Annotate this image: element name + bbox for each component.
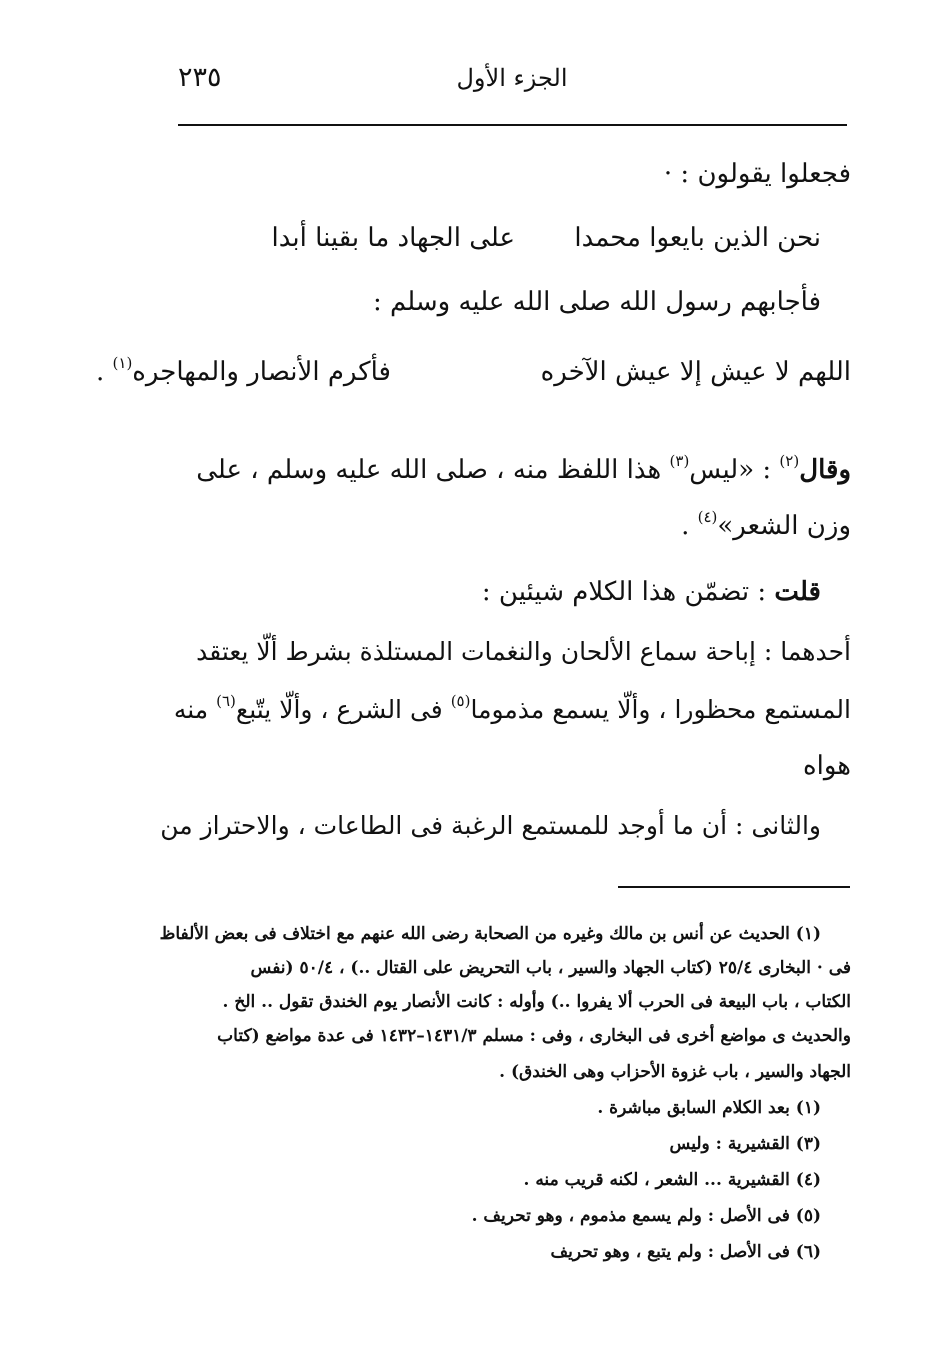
text-line bbox=[482, 566, 821, 618]
text-line: فجعلوا يقولون : · bbox=[663, 159, 851, 189]
verse-hemistich-left bbox=[96, 346, 391, 398]
footnote: (٣) القشيرية : وليس bbox=[669, 1134, 821, 1154]
footnote-ref: (١) bbox=[112, 354, 133, 372]
footnote-ref: (٤) bbox=[697, 508, 718, 526]
footnote-rule bbox=[618, 886, 850, 888]
footnote: (١) الحديث عن أنس بن مالك وغيره من الصحابة رضى الله عنهم مع اختلاف فى بعض الألفاظ bbox=[159, 924, 821, 944]
verse-hemistich-right: نحن الذين بايعوا محمدا bbox=[574, 223, 821, 253]
verse-hemistich-right: اللهم لا عيش إلا عيش الآخره bbox=[540, 357, 851, 387]
text-line bbox=[196, 444, 851, 496]
footnote: فى · البخارى ٢٥/٤ (كتاب الجهاد والسير ، باب التحريض على القتال ..) ، ٥٠/٤ (نفس bbox=[250, 958, 851, 978]
footnote: الجهاد والسير ، باب غزوة الأحزاب وهى الخندق) . bbox=[499, 1062, 851, 1082]
text-span: فى الشرع ، وألّا يتّبع bbox=[235, 695, 451, 724]
text-span: هذا اللفظ منه ، صلى الله عليه وسلم ، على bbox=[196, 455, 670, 485]
footnote: (١) بعد الكلام السابق مباشرة . bbox=[597, 1098, 821, 1118]
page-number: ٢٣٥ bbox=[178, 62, 222, 93]
text-span: : «ليس bbox=[689, 455, 780, 485]
footnote-ref: (٣) bbox=[669, 452, 690, 470]
text-line: فأجابهم رسول الله صلى الله عليه وسلم : bbox=[372, 287, 821, 317]
text-span: . bbox=[681, 511, 698, 541]
verse-hemistich-left: على الجهاد ما بقينا أبدا bbox=[271, 223, 515, 253]
footnote-ref: (٢) bbox=[779, 452, 800, 470]
running-title: الجزء الأول bbox=[456, 64, 568, 92]
text-span: : تضمّن هذا الكلام شيئين : bbox=[481, 577, 775, 607]
text-line: هواه bbox=[803, 751, 851, 781]
text-span: المستمع محظورا ، وألّا يسمع مذموما bbox=[470, 695, 851, 724]
text-line: أحدهما : إباحة سماع الألحان والنغمات المستلذة بشرط ألّا يعتقد bbox=[196, 637, 851, 666]
footnote: والحديث ى مواضع أخرى فى البخارى ، وفى : مسلم ١٤٣١/٣–١٤٣٢ فى عدة مواضع (كتاب bbox=[217, 1026, 851, 1046]
verse-end: . bbox=[95, 357, 113, 387]
text-span: منه bbox=[173, 695, 217, 724]
text-line bbox=[174, 684, 851, 736]
footnote-ref: (٥) bbox=[450, 692, 471, 710]
verse-text: فأكرم الأنصار والمهاجره bbox=[132, 357, 391, 387]
footnote-ref: (٦) bbox=[216, 692, 236, 710]
qala-word: وقال bbox=[799, 455, 851, 485]
footnote: الكتاب ، باب البيعة فى الحرب ألا يفروا ..) وأوله : كانت الأنصار يوم الخندق تقول .. الخ . bbox=[222, 992, 851, 1012]
footnote: (٤) القشيرية ... الشعر ، لكنه قريب منه . bbox=[523, 1170, 821, 1190]
footnote: (٥) فى الأصل : ولم يسمع مذموم ، وهو تحريف . bbox=[471, 1206, 821, 1226]
qult-word: قلت bbox=[774, 577, 821, 607]
text-line bbox=[681, 500, 851, 552]
text-span: وزن الشعر» bbox=[717, 511, 851, 541]
text-line: والثانى : أن ما أوجد للمستمع الرغبة فى الطاعات ، والاحتراز من bbox=[160, 811, 821, 840]
footnote: (٦) فى الأصل : ولم يتبع ، وهو تحريف bbox=[550, 1242, 821, 1262]
